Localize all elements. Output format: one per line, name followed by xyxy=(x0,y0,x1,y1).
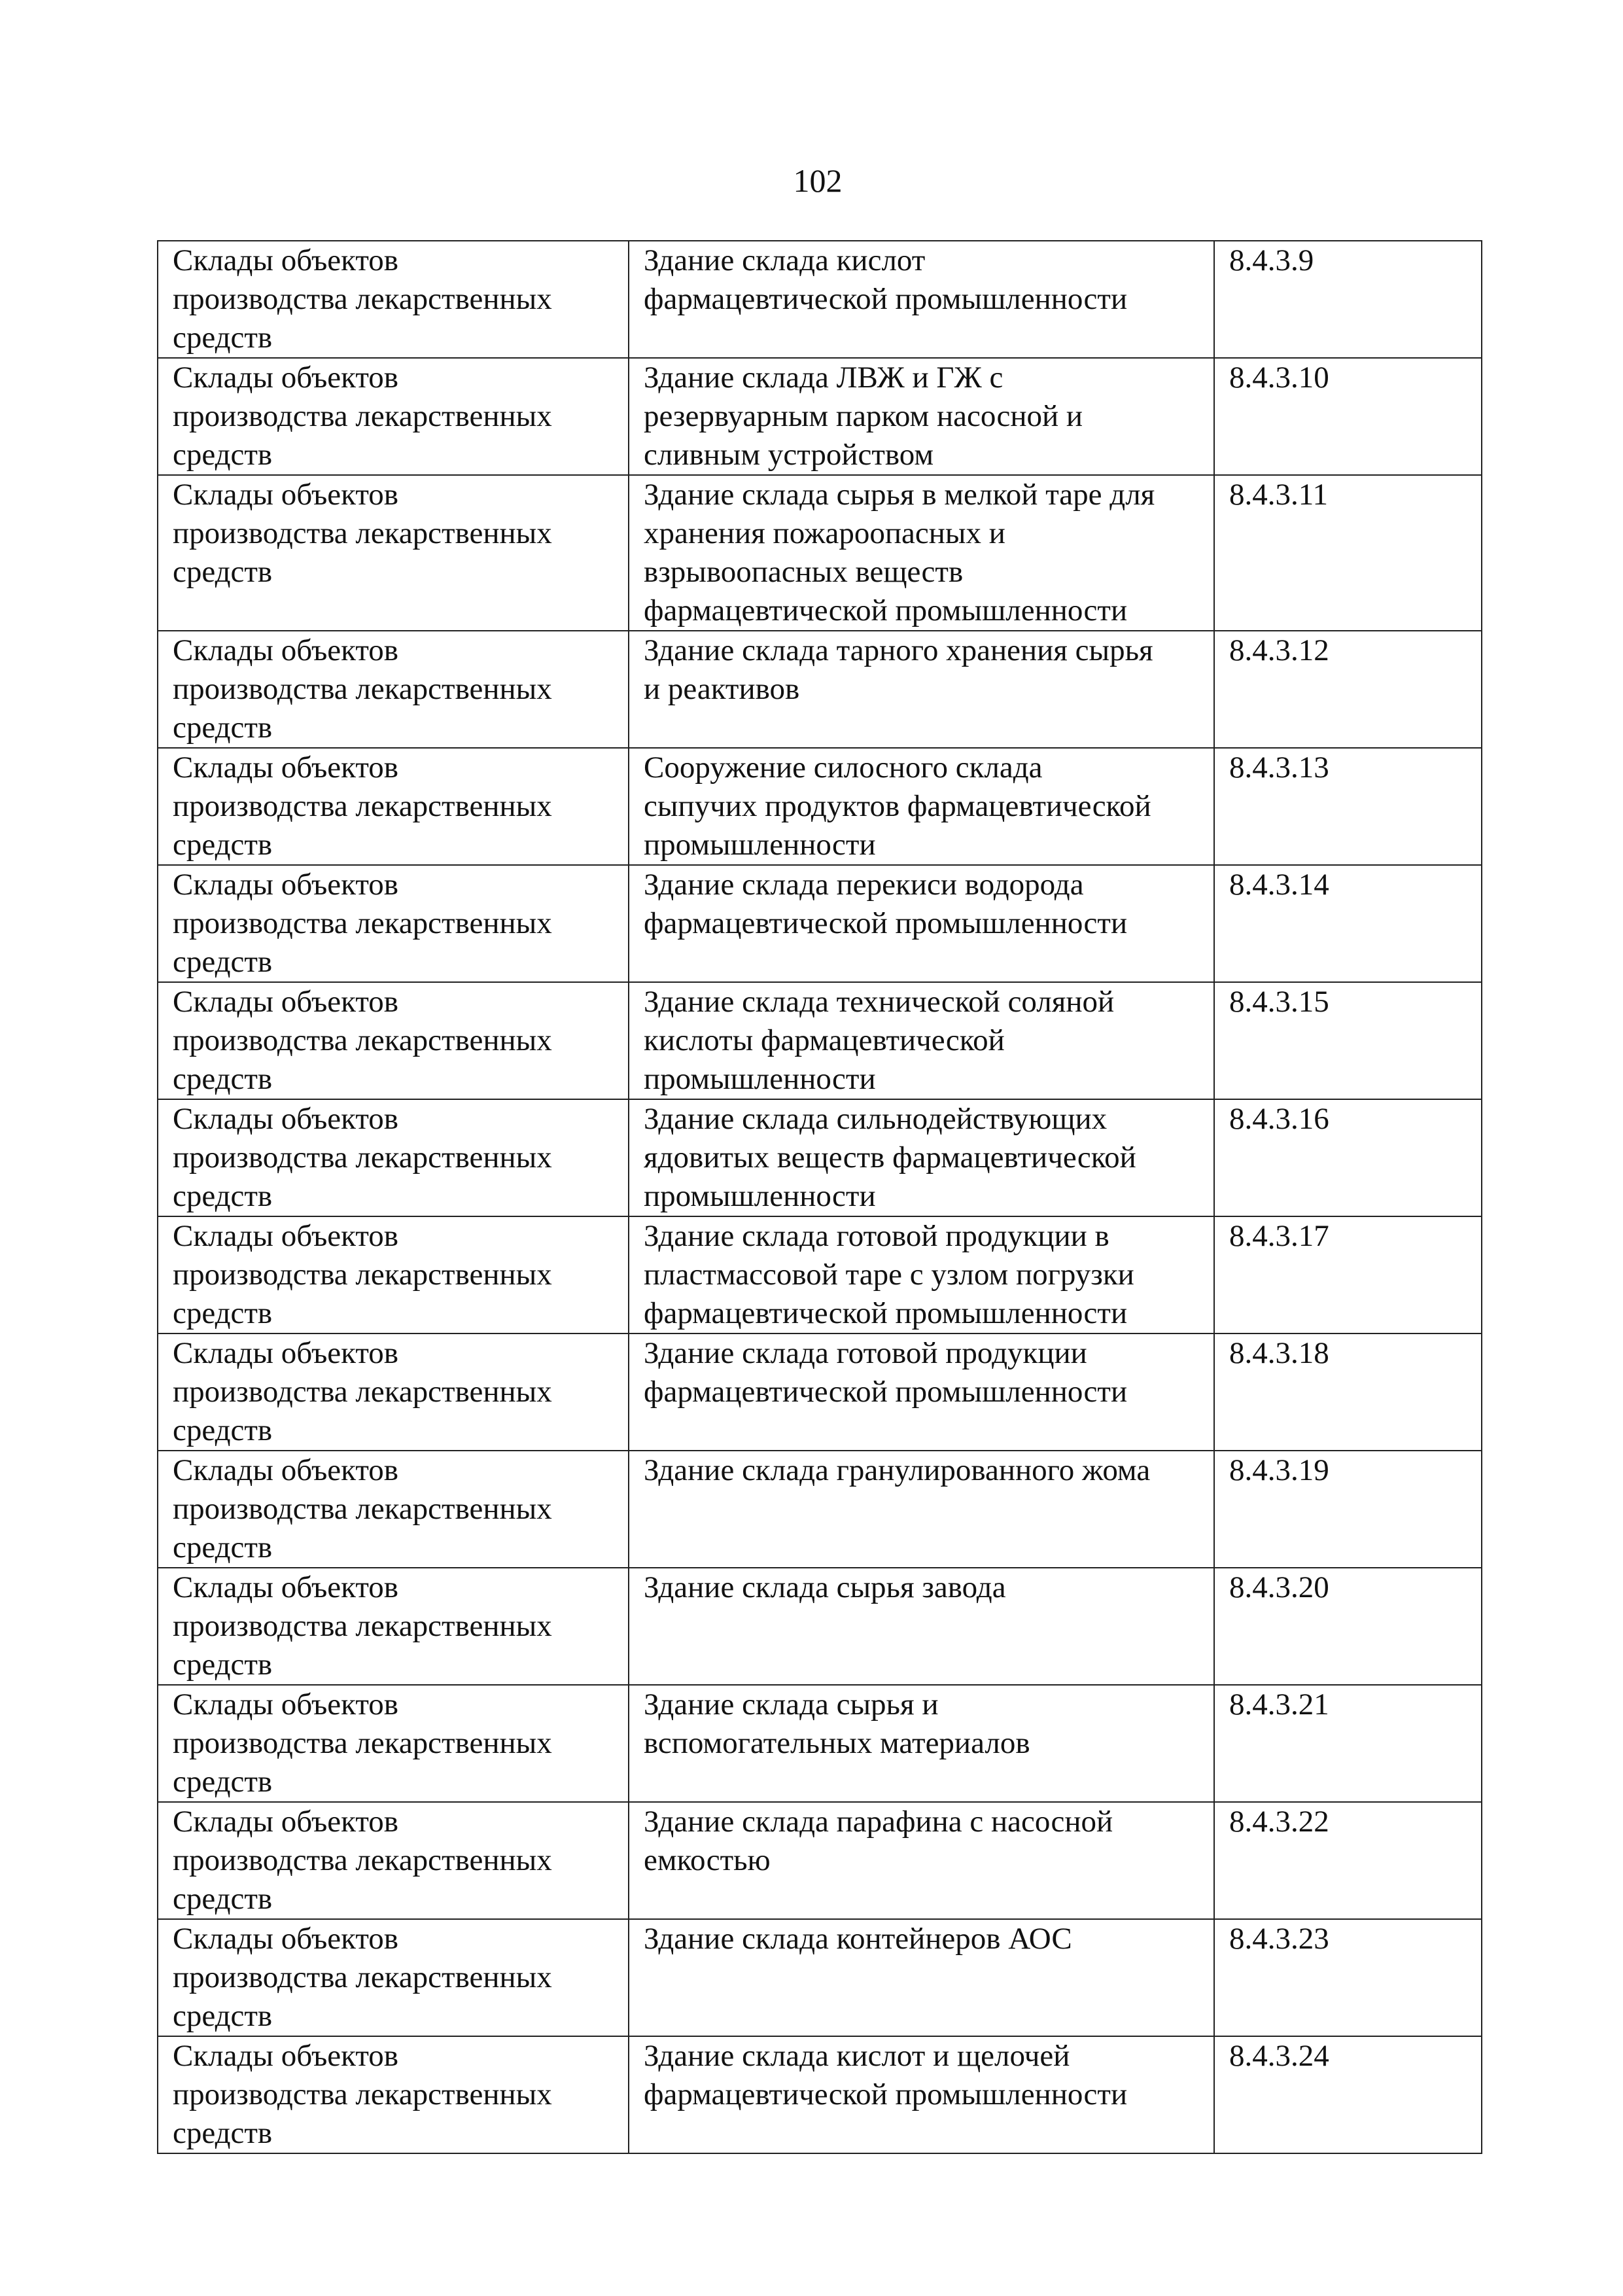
category-cell xyxy=(158,1685,629,1802)
category-line: производства лекарственных xyxy=(173,906,552,940)
category-cell xyxy=(158,475,629,631)
code-cell: 8.4.3.13 xyxy=(1214,748,1482,865)
description-line: Здание склада кислот xyxy=(644,243,926,277)
category-line: Склады объектов xyxy=(173,1922,398,1956)
description-cell xyxy=(629,475,1214,631)
description-cell xyxy=(629,1919,1214,2036)
category-line: средств xyxy=(173,1296,273,1330)
table-row xyxy=(158,475,1482,631)
category-line: Склады объектов xyxy=(173,1805,398,1839)
category-line: Склады объектов xyxy=(173,985,398,1019)
description-line: фармацевтической промышленности xyxy=(644,906,1128,940)
category-cell xyxy=(158,1099,629,1216)
description-line: Здание склада тарного хранения сырья xyxy=(644,633,1153,667)
description-line: Здание склада сырья в мелкой таре для xyxy=(644,478,1155,512)
category-cell xyxy=(158,631,629,748)
description-cell xyxy=(629,631,1214,748)
code-cell: 8.4.3.20 xyxy=(1214,1568,1482,1685)
category-cell xyxy=(158,1802,629,1919)
description-line: промышленности xyxy=(644,1179,876,1213)
category-line: Склады объектов xyxy=(173,243,398,277)
category-line: средств xyxy=(173,1062,273,1096)
code-cell: 8.4.3.18 xyxy=(1214,1333,1482,1451)
category-cell xyxy=(158,982,629,1099)
description-cell xyxy=(629,982,1214,1099)
category-line: Склады объектов xyxy=(173,1219,398,1253)
category-line: Склады объектов xyxy=(173,751,398,785)
category-line: производства лекарственных xyxy=(173,516,552,550)
category-line: средств xyxy=(173,1530,273,1564)
category-line: средств xyxy=(173,1179,273,1213)
description-line: промышленности xyxy=(644,828,876,862)
code-cell: 8.4.3.24 xyxy=(1214,2036,1482,2153)
page-number: 102 xyxy=(793,162,843,199)
category-line: производства лекарственных xyxy=(173,1609,552,1643)
description-line: фармацевтической промышленности xyxy=(644,282,1128,316)
category-line: средств xyxy=(173,1648,273,1682)
category-line: Склады объектов xyxy=(173,1687,398,1722)
code-cell: 8.4.3.15 xyxy=(1214,982,1482,1099)
table-row xyxy=(158,1802,1482,1919)
category-line: Склады объектов xyxy=(173,2039,398,2073)
description-cell xyxy=(629,358,1214,475)
description-line: сыпучих продуктов фармацевтической xyxy=(644,789,1151,823)
table-row xyxy=(158,358,1482,475)
description-line: вспомогательных материалов xyxy=(644,1726,1030,1760)
table-row xyxy=(158,982,1482,1099)
category-cell xyxy=(158,1216,629,1333)
category-line: производства лекарственных xyxy=(173,399,552,433)
category-cell xyxy=(158,1919,629,2036)
code-cell: 8.4.3.9 xyxy=(1214,241,1482,358)
category-cell xyxy=(158,241,629,358)
category-line: средств xyxy=(173,2116,273,2150)
code-cell: 8.4.3.19 xyxy=(1214,1451,1482,1568)
description-line: Здание склада контейнеров АОС xyxy=(644,1922,1072,1956)
table-row xyxy=(158,1919,1482,2036)
category-line: производства лекарственных xyxy=(173,1140,552,1174)
table-row xyxy=(158,1333,1482,1451)
description-line: кислоты фармацевтической xyxy=(644,1023,1005,1057)
category-line: производства лекарственных xyxy=(173,2077,552,2111)
code-cell: 8.4.3.17 xyxy=(1214,1216,1482,1333)
category-line: средств xyxy=(173,321,273,355)
description-line: фармацевтической промышленности xyxy=(644,1296,1128,1330)
code-cell: 8.4.3.21 xyxy=(1214,1685,1482,1802)
category-line: Склады объектов xyxy=(173,1102,398,1136)
description-line: взрывоопасных веществ xyxy=(644,555,964,589)
description-line: Здание склада сильнодействующих xyxy=(644,1102,1108,1136)
category-line: средств xyxy=(173,1999,273,2033)
description-line: промышленности xyxy=(644,1062,876,1096)
description-line: Здание склада кислот и щелочей xyxy=(644,2039,1070,2073)
code-cell: 8.4.3.10 xyxy=(1214,358,1482,475)
description-line: Здание склада парафина с насосной xyxy=(644,1805,1113,1839)
description-cell xyxy=(629,1216,1214,1333)
category-line: Склады объектов xyxy=(173,361,398,395)
category-line: Склады объектов xyxy=(173,1570,398,1604)
description-line: Здание склада ЛВЖ и ГЖ с xyxy=(644,361,1003,395)
code-cell: 8.4.3.23 xyxy=(1214,1919,1482,2036)
category-line: средств xyxy=(173,1882,273,1916)
category-line: средств xyxy=(173,438,273,472)
category-line: производства лекарственных xyxy=(173,1960,552,1994)
table-row xyxy=(158,1216,1482,1333)
category-line: производства лекарственных xyxy=(173,1375,552,1409)
table-row xyxy=(158,631,1482,748)
table-row xyxy=(158,241,1482,358)
description-line: Здание склада перекиси водорода xyxy=(644,868,1084,902)
category-line: Склады объектов xyxy=(173,1336,398,1370)
description-cell xyxy=(629,1451,1214,1568)
category-cell xyxy=(158,1451,629,1568)
category-line: средств xyxy=(173,828,273,862)
table-row xyxy=(158,2036,1482,2153)
category-cell xyxy=(158,2036,629,2153)
category-line: производства лекарственных xyxy=(173,282,552,316)
category-line: производства лекарственных xyxy=(173,1843,552,1877)
category-line: производства лекарственных xyxy=(173,1258,552,1292)
code-cell: 8.4.3.16 xyxy=(1214,1099,1482,1216)
category-line: производства лекарственных xyxy=(173,1492,552,1526)
category-cell xyxy=(158,1568,629,1685)
category-cell xyxy=(158,748,629,865)
category-cell xyxy=(158,358,629,475)
description-line: Здание склада готовой продукции в xyxy=(644,1219,1109,1253)
description-line: фармацевтической промышленности xyxy=(644,593,1128,627)
table-row xyxy=(158,1685,1482,1802)
description-line: Здание склада технической соляной xyxy=(644,985,1115,1019)
category-cell xyxy=(158,865,629,982)
description-cell xyxy=(629,1568,1214,1685)
code-cell: 8.4.3.22 xyxy=(1214,1802,1482,1919)
table-row xyxy=(158,865,1482,982)
category-line: Склады объектов xyxy=(173,478,398,512)
category-cell xyxy=(158,1333,629,1451)
description-line: Здание склада гранулированного жома xyxy=(644,1453,1151,1487)
description-line: сливным устройством xyxy=(644,438,934,472)
description-cell xyxy=(629,1802,1214,1919)
category-line: средств xyxy=(173,711,273,745)
category-line: производства лекарственных xyxy=(173,1726,552,1760)
description-line: Сооружение силосного склада xyxy=(644,751,1043,785)
description-line: фармацевтической промышленности xyxy=(644,1375,1128,1409)
description-line: и реактивов xyxy=(644,672,800,706)
category-line: средств xyxy=(173,555,273,589)
description-cell xyxy=(629,1333,1214,1451)
table-row xyxy=(158,1568,1482,1685)
category-line: Склады объектов xyxy=(173,1453,398,1487)
description-cell xyxy=(629,748,1214,865)
description-cell xyxy=(629,241,1214,358)
code-cell: 8.4.3.12 xyxy=(1214,631,1482,748)
description-cell xyxy=(629,2036,1214,2153)
code-cell: 8.4.3.11 xyxy=(1214,475,1482,631)
table-row xyxy=(158,1099,1482,1216)
description-line: Здание склада сырья завода xyxy=(644,1570,1006,1604)
description-cell xyxy=(629,865,1214,982)
category-line: средств xyxy=(173,1765,273,1799)
category-line: производства лекарственных xyxy=(173,789,552,823)
facility-table xyxy=(157,240,1482,2154)
category-line: Склады объектов xyxy=(173,868,398,902)
description-line: пластмассовой таре с узлом погрузки xyxy=(644,1258,1134,1292)
category-line: Склады объектов xyxy=(173,633,398,667)
description-line: емкостью xyxy=(644,1843,771,1877)
code-cell: 8.4.3.14 xyxy=(1214,865,1482,982)
description-line: резервуарным парком насосной и xyxy=(644,399,1083,433)
description-line: Здание склада готовой продукции xyxy=(644,1336,1087,1370)
category-line: производства лекарственных xyxy=(173,672,552,706)
category-line: производства лекарственных xyxy=(173,1023,552,1057)
category-line: средств xyxy=(173,1413,273,1447)
description-line: фармацевтической промышленности xyxy=(644,2077,1128,2111)
table-row xyxy=(158,1451,1482,1568)
category-line: средств xyxy=(173,945,273,979)
table-row xyxy=(158,748,1482,865)
description-cell xyxy=(629,1099,1214,1216)
description-cell xyxy=(629,1685,1214,1802)
description-line: Здание склада сырья и xyxy=(644,1687,939,1722)
description-line: хранения пожароопасных и xyxy=(644,516,1005,550)
description-line: ядовитых веществ фармацевтической xyxy=(644,1140,1136,1174)
